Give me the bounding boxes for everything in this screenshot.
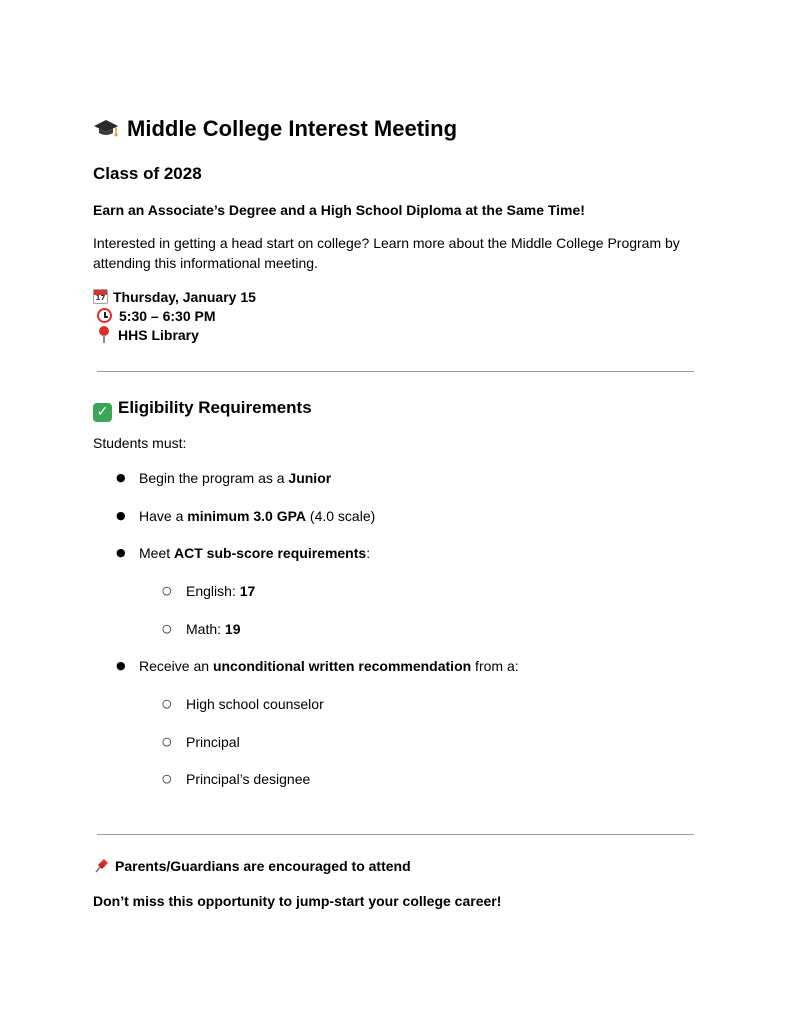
pushpin-icon	[93, 857, 110, 874]
title-text: Middle College Interest Meeting	[127, 116, 458, 141]
list-item-recommender: Principal	[186, 734, 240, 750]
class-year-heading: Class of 2028	[93, 164, 202, 183]
event-location-text: HHS Library	[118, 327, 199, 343]
event-time	[93, 307, 216, 326]
event-date-text: Thursday, January 15	[113, 289, 256, 305]
event-time-text: 5:30 – 6:30 PM	[119, 308, 216, 324]
closing-line: Don’t miss this opportunity to jump-start your college career!	[93, 893, 502, 909]
sub-bullet-icon: ○	[162, 584, 172, 597]
calendar-icon: 17	[93, 289, 108, 304]
list-item: Meet ACT sub-score requirements:	[139, 545, 371, 561]
list-item: Begin the program as a Junior	[139, 470, 332, 486]
list-item-recommender: High school counselor	[186, 696, 324, 712]
sub-bullet-icon: ○	[162, 735, 172, 748]
bullet-icon: ●	[116, 471, 126, 484]
list-item-act-math: Math: 19	[186, 621, 241, 637]
parents-note-text: Parents/Guardians are encouraged to attend	[115, 858, 411, 874]
sub-bullet-icon: ○	[162, 772, 172, 785]
event-date	[93, 288, 256, 307]
sub-bullet-icon: ○	[162, 622, 172, 635]
alarm-clock-icon	[97, 308, 112, 323]
eligibility-lead: Students must:	[93, 435, 187, 451]
bullet-icon: ●	[116, 546, 126, 559]
eligibility-heading	[93, 397, 312, 422]
page-title	[93, 115, 457, 143]
list-item-act-english: English: 17	[186, 583, 256, 599]
bullet-icon: ●	[116, 659, 126, 672]
bullet-icon: ●	[116, 509, 126, 522]
parents-note	[93, 857, 411, 876]
divider	[97, 834, 694, 835]
divider	[97, 371, 694, 372]
eligibility-heading-text: Eligibility Requirements	[118, 398, 312, 417]
round-pushpin-icon	[98, 326, 110, 343]
list-item: Receive an unconditional written recommendation from a:	[139, 658, 519, 674]
event-location	[93, 326, 199, 345]
intro-paragraph: Interested in getting a head start on college? Learn more about the Middle College Program by attending this informational meeting.	[93, 235, 680, 271]
list-item: Have a minimum 3.0 GPA (4.0 scale)	[139, 508, 376, 524]
list-item-recommender: Principal’s designee	[186, 771, 311, 787]
graduation-cap-icon	[93, 117, 119, 139]
sub-bullet-icon: ○	[162, 697, 172, 710]
check-mark-icon: ✓	[93, 403, 112, 422]
tagline: Earn an Associate’s Degree and a High School Diploma at the Same Time!	[93, 202, 585, 218]
